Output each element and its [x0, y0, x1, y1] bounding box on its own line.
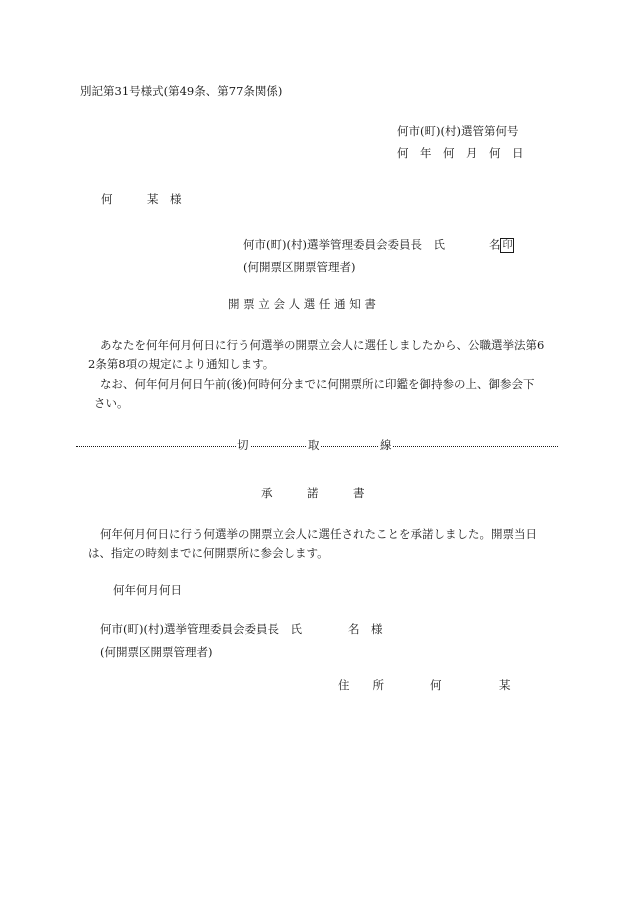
address-value: 何 某 — [430, 678, 511, 692]
seal-box: 印 — [502, 240, 513, 251]
sender-title: 何市(町)(村)選挙管理委員会委員長 氏 — [243, 237, 445, 252]
acceptance-line1: 何年何月何日に行う何選挙の開票立会人に選任されたことを承諾しました。開票当日 — [100, 527, 537, 541]
acceptance-recipient-sub: (何開票区開票管理者) — [100, 645, 213, 659]
cut-char-1: 切 — [237, 438, 249, 452]
cut-line — [76, 440, 558, 452]
para2-line1: なお、何年何月何日午前(後)何時何分までに何開票所に印鑑を御持参の上、御参会下 — [100, 377, 535, 391]
address-label: 住 所 — [338, 678, 384, 692]
sender-sub: (何開票区開票管理者) — [243, 260, 356, 274]
notice-paragraph-2 — [88, 375, 534, 413]
para1-line2: 2条第8項の規定により通知します。 — [88, 357, 275, 371]
para2-line2: さい。 — [94, 396, 129, 410]
notice-date: 何 年 何 月 何 日 — [397, 146, 524, 160]
acceptance-recipient: 何市(町)(村)選挙管理委員会委員長 氏 名 様 — [100, 622, 383, 636]
para1-line1: あなたを何年何月何日に行う何選挙の開票立会人に選任しましたから、公職選挙法第6 — [100, 338, 545, 352]
acceptance-line2: は、指定の時刻までに何開票所に参会します。 — [88, 546, 329, 560]
addressee: 何 某 様 — [101, 192, 182, 206]
acceptance-date: 何年何月何日 — [113, 583, 182, 597]
cut-char-3: 線 — [380, 438, 392, 452]
cut-char-2: 取 — [308, 438, 320, 452]
sender-line — [243, 238, 514, 253]
notice-title: 開 票 立 会 人 選 任 通 知 書 — [228, 297, 376, 311]
acceptance-title: 承 諾 書 — [261, 486, 365, 500]
doc-number: 何市(町)(村)選管第何号 — [397, 124, 519, 138]
form-header: 別記第31号様式(第49条、第77条関係) — [80, 84, 283, 98]
notice-paragraph-1 — [88, 336, 544, 374]
acceptance-paragraph — [88, 525, 537, 563]
sender-name-suffix: 名 — [488, 237, 501, 252]
